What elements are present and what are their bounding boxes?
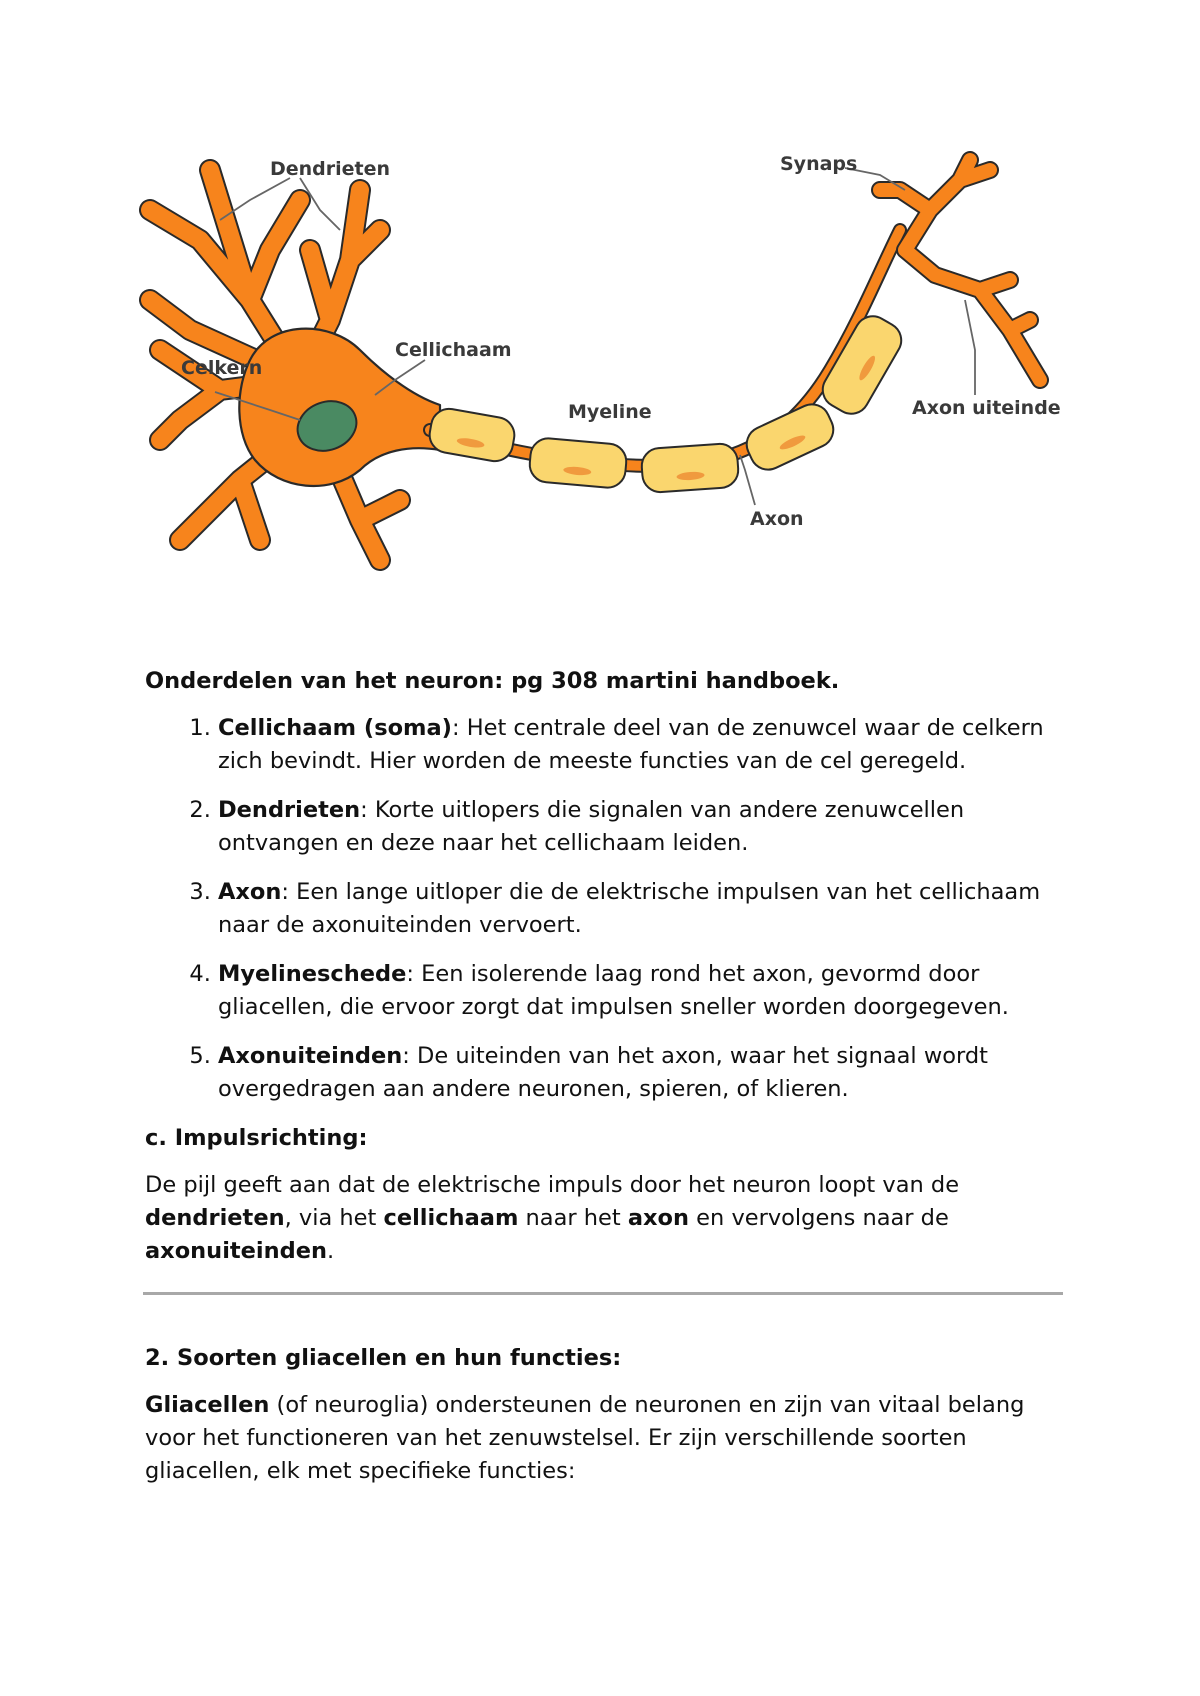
term: Myelineschede — [218, 961, 407, 987]
list-item — [218, 958, 1065, 1024]
axon-terminals — [880, 160, 1040, 380]
list-item — [218, 794, 1065, 860]
bold-term: cellichaam — [383, 1205, 519, 1231]
label-axon-uiteinde: Axon uiteinde — [912, 397, 1061, 419]
definition: : Een lange uitloper die de elektrische impulsen van het cellichaam naar de axonuiteinden vervoert. — [218, 879, 1041, 938]
label-cellichaam: Cellichaam — [395, 339, 512, 361]
definition: : De uiteinden van het axon, waar het signaal wordt overgedragen aan andere neuronen, spieren, of klieren. — [218, 1043, 988, 1102]
document-body — [145, 665, 1065, 1500]
horizontal-divider — [143, 1292, 1063, 1295]
label-synaps: Synaps — [780, 153, 858, 175]
definition: : Korte uitlopers die signalen van andere zenuwcellen ontvangen en deze naar het cellichaam leiden. — [218, 797, 965, 856]
bold-term: axon — [627, 1205, 690, 1231]
list-item — [218, 876, 1065, 942]
list-item — [218, 1040, 1065, 1106]
section2-heading: 2. Soorten gliacellen en hun functies: — [145, 1345, 622, 1371]
definition: : Het centrale deel van de zenuwcel waar de celkern zich bevindt. Hier worden de meeste functies van de cel geregeld. — [218, 715, 1044, 774]
term: Dendrieten — [218, 797, 361, 823]
label-celkern: Celkern — [181, 357, 263, 379]
glia-intro-paragraph — [145, 1389, 1065, 1488]
text-run: naar het — [518, 1205, 628, 1231]
list-item — [218, 712, 1065, 778]
text-run: De pijl geeft aan dat de elektrische impuls door het neuron loopt van de — [145, 1172, 960, 1198]
label-myeline: Myeline — [568, 401, 652, 423]
term: Axon — [218, 879, 282, 905]
term: Cellichaam (soma) — [218, 715, 452, 741]
section1-heading: Onderdelen van het neuron: pg 308 martini handboek. — [145, 668, 840, 694]
label-dendrieten: Dendrieten — [270, 158, 391, 180]
term: Axonuiteinden — [218, 1043, 403, 1069]
myelin-sheath — [427, 310, 908, 494]
text-run: , via het — [284, 1205, 384, 1231]
section-c-heading: c. Impulsrichting: — [145, 1125, 368, 1151]
bold-term: axonuiteinden — [145, 1238, 328, 1264]
text-run: (of neuroglia) ondersteunen de neuronen en zijn van vitaal belang voor het functioneren van het zenuwstelsel. Er zijn verschillende soorten gliacellen, elk met specifieke functies: — [145, 1392, 1025, 1484]
bold-term: dendrieten — [145, 1205, 285, 1231]
text-run: . — [327, 1238, 335, 1264]
text-run: en vervolgens naar de — [689, 1205, 949, 1231]
definition: : Een isolerende laag rond het axon, gevormd door gliacellen, die ervoor zorgt dat impulsen sneller worden doorgegeven. — [218, 961, 1009, 1020]
impulse-direction-paragraph — [145, 1169, 1065, 1268]
neuron-diagram — [130, 140, 1070, 590]
bold-term: Gliacellen — [145, 1392, 270, 1418]
label-axon: Axon — [750, 508, 804, 530]
neuron-parts-list — [145, 712, 1065, 1106]
